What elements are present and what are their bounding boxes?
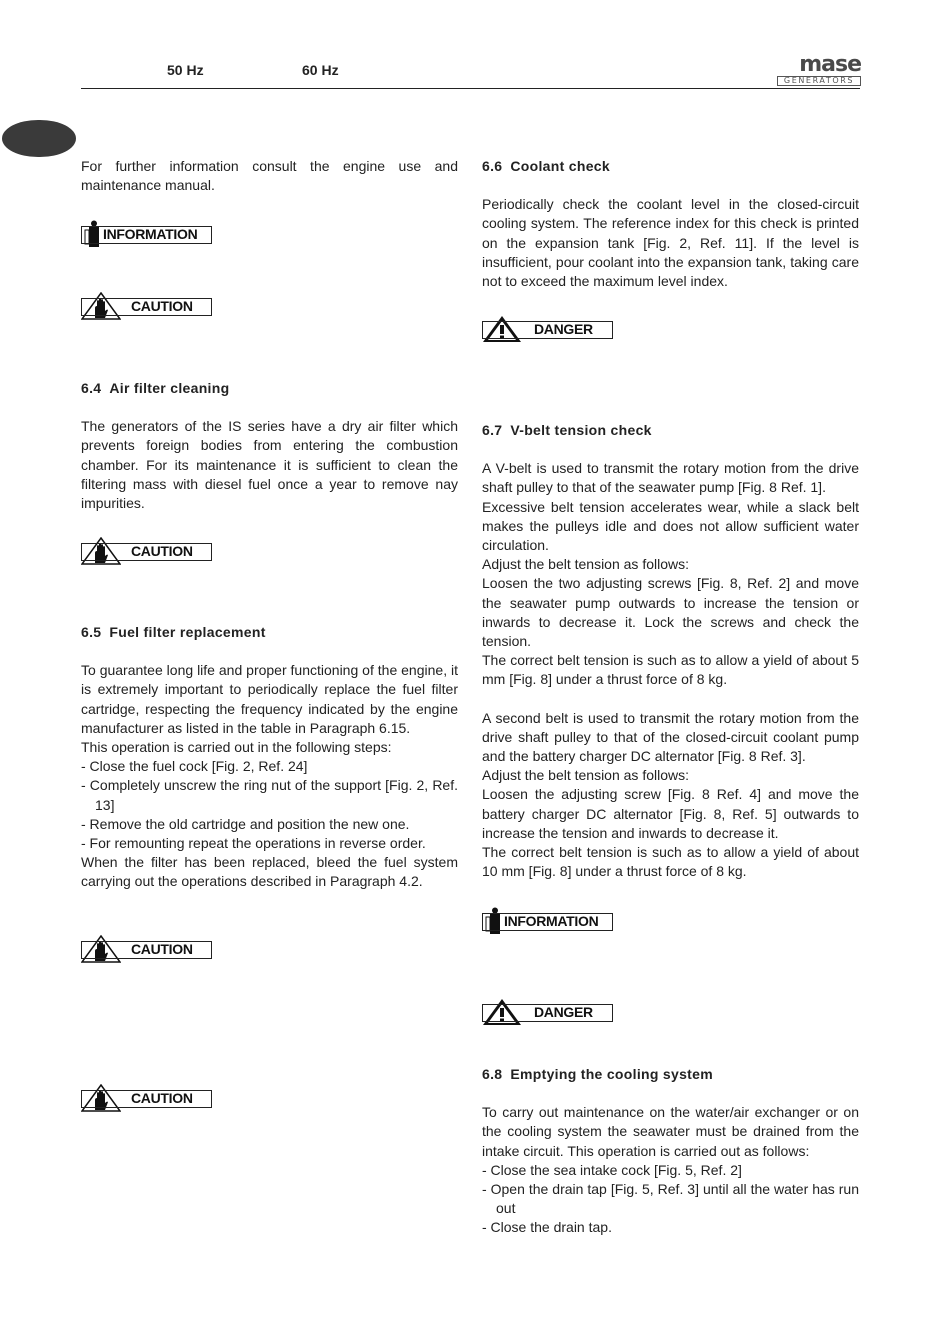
section-paragraph: To carry out maintenance on the water/air exchanger or on the cooling system the seawater must be drained from the intake circuit. This operation is carried out as follows: xyxy=(482,1104,859,1159)
list-item: - Close the sea intake cock [Fig. 5, Ref. 2] xyxy=(482,1161,742,1178)
section-heading xyxy=(482,1065,859,1084)
badge-label: INFORMATION xyxy=(504,913,599,929)
section-title: Fuel filter replacement xyxy=(109,624,266,640)
badge-label: CAUTION xyxy=(131,941,193,957)
caution-badge xyxy=(81,1084,213,1110)
header-50hz: 50 Hz xyxy=(167,62,204,78)
information-badge xyxy=(482,907,614,933)
list-item: - Completely unscrew the ring nut of the support [Fig. 2, Ref. 13] xyxy=(81,777,458,813)
header-60hz: 60 Hz xyxy=(302,62,339,78)
section-number: 6.4 xyxy=(81,380,102,396)
section-paragraph: Excessive belt tension accelerates wear, while a slack belt makes the pulleys idle and does not allow sufficient water circulation. xyxy=(482,498,859,554)
danger-badge xyxy=(482,315,614,341)
section-title: Emptying the cooling system xyxy=(510,1066,713,1082)
section-paragraph: A V-belt is used to transmit the rotary motion from the drive shaft pulley to that of the seawater pump [Fig. 8 Ref. 1]. xyxy=(482,460,859,496)
section-paragraph: Adjust the belt tension as follows: xyxy=(482,556,690,573)
caution-badge xyxy=(81,292,213,318)
section-paragraph: Periodically check the coolant level in the closed-circuit cooling system. The reference index for this check is printed on the expansion tank [Fig. 2, Ref. 11]. If the level is insufficient, pour coolant into the expansion tank, taking care not to exceed the maximum level index. xyxy=(482,196,859,290)
section-number: 6.5 xyxy=(81,624,102,640)
section-paragraph: To guarantee long life and proper functioning of the engine, it is extremely important to periodically replace the fuel filter cartridge, respecting the frequency indicated by the engine manufacturer as listed in the table in Paragraph 6.15. xyxy=(81,662,458,736)
section-6-6 xyxy=(482,157,859,291)
list-item: - Close the fuel cock [Fig. 2, Ref. 24] xyxy=(81,758,308,775)
section-paragraph: The correct belt tension is such as to allow a yield of about 5 mm [Fig. 8] under a thrust force of 8 kg. xyxy=(482,652,859,688)
danger-badge xyxy=(482,998,614,1024)
badge-label: CAUTION xyxy=(131,543,193,559)
section-number: 6.7 xyxy=(482,422,503,438)
list-item: - Remove the old cartridge and position the new one. xyxy=(81,815,410,832)
section-paragraph: Loosen the two adjusting screws [Fig. 8, Ref. 2] and move the seawater pump outwards to increase the tension or inwards to decrease it. Lock the screws and check the tension. xyxy=(482,575,859,650)
mase-logo xyxy=(777,52,861,88)
chapter-tab xyxy=(2,120,76,157)
section-6-8 xyxy=(482,1065,859,1238)
section-number: 6.6 xyxy=(482,158,503,174)
section-title: V-belt tension check xyxy=(510,422,652,438)
badge-label: DANGER xyxy=(534,321,593,337)
section-paragraph: When the filter has been replaced, bleed the fuel system carrying out the operations described in Paragraph 4.2. xyxy=(81,854,458,890)
section-number: 6.8 xyxy=(482,1066,503,1082)
list-item: - For remounting repeat the operations in reverse order. xyxy=(81,835,426,852)
list-item: - Close the drain tap. xyxy=(482,1219,612,1236)
intro-text-block xyxy=(81,157,458,195)
section-heading xyxy=(81,379,458,398)
section-paragraph: The correct belt tension is such as to allow a yield of about 10 mm [Fig. 8] under a thrust force of 8 kg. xyxy=(482,844,859,880)
section-heading xyxy=(81,623,458,642)
caution-badge xyxy=(81,537,213,563)
badge-label: INFORMATION xyxy=(103,226,198,242)
section-heading xyxy=(482,421,859,440)
section-title: Coolant check xyxy=(510,158,610,174)
section-title: Air filter cleaning xyxy=(109,380,230,396)
section-paragraph: This operation is carried out in the following steps: xyxy=(81,739,392,756)
section-paragraph: Adjust the belt tension as follows: xyxy=(482,767,690,784)
information-badge xyxy=(81,220,213,246)
list-item: - Open the drain tap [Fig. 5, Ref. 3] until all the water has run out xyxy=(482,1181,859,1217)
logo-subtitle: GENERATORS xyxy=(777,76,861,86)
section-heading xyxy=(482,157,859,176)
section-6-4 xyxy=(81,379,458,513)
badge-label: CAUTION xyxy=(131,298,193,314)
intro-paragraph: For further information consult the engine use and maintenance manual. xyxy=(81,158,458,194)
section-paragraph: A second belt is used to transmit the rotary motion from the drive shaft pulley to that of the closed-circuit coolant pump and the battery charger DC alternator [Fig. 8 Ref. 3]. xyxy=(482,709,859,765)
logo-word: mase xyxy=(799,52,861,77)
section-6-5 xyxy=(81,623,458,892)
badge-label: DANGER xyxy=(534,1004,593,1020)
caution-badge xyxy=(81,935,213,961)
section-paragraph: The generators of the IS series have a dry air filter which prevents foreign bodies from entering the combustion chamber. For its maintenance it is sufficient to clean the filtering mass with diesel fuel once a year to remove nay impurities. xyxy=(81,418,458,512)
section-paragraph: Loosen the adjusting screw [Fig. 8 Ref. 4] and move the battery charger DC alternator [Fig. 8, Ref. 5] outwards to increase the tension and inwards to decrease it. xyxy=(482,786,859,841)
header-rule xyxy=(81,88,860,89)
badge-label: CAUTION xyxy=(131,1090,193,1106)
section-6-7 xyxy=(482,421,859,881)
